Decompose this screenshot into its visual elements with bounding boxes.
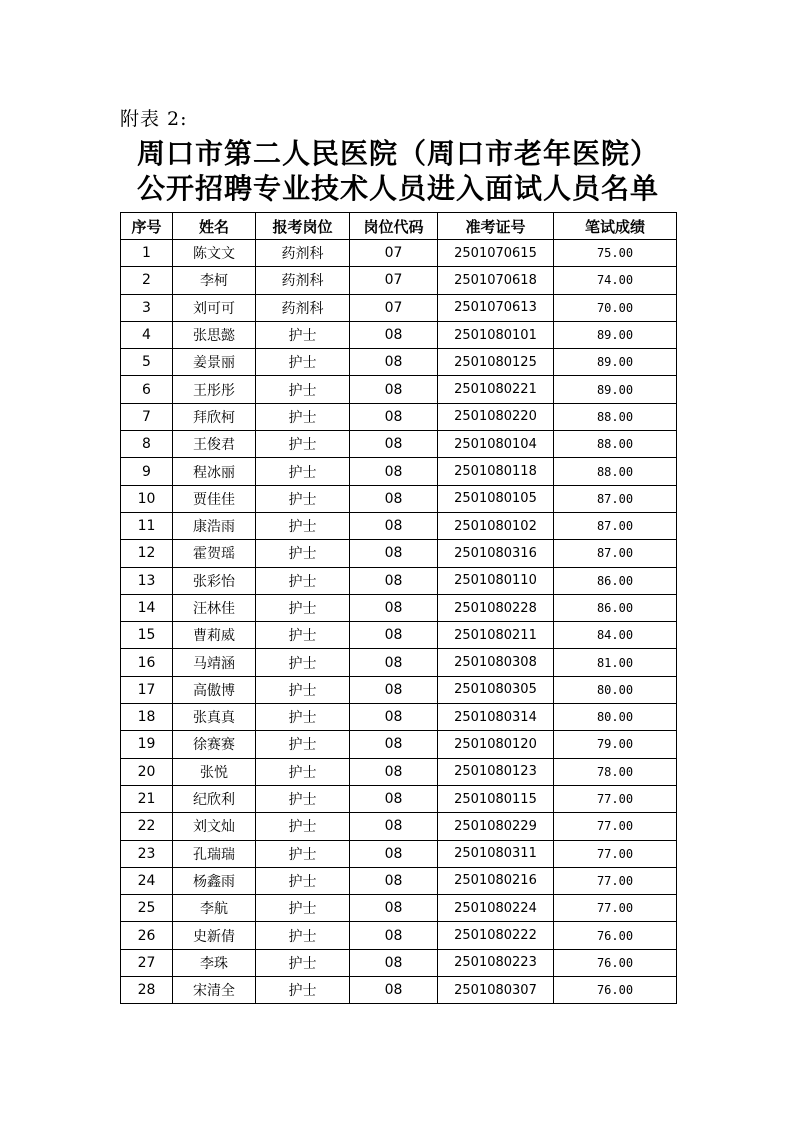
- written-score-cell: 80.00: [554, 704, 677, 731]
- table-row: [121, 704, 677, 731]
- position-cell: 护士: [256, 622, 350, 649]
- serial-number-cell: 28: [121, 977, 173, 1004]
- header-admission-ticket: 准考证号: [438, 213, 554, 240]
- position-code-cell: 08: [350, 813, 438, 840]
- written-score-cell: 89.00: [554, 376, 677, 403]
- name-cell: 张思懿: [173, 321, 256, 348]
- position-cell: 护士: [256, 704, 350, 731]
- admission-ticket-cell: 2501080101: [438, 321, 554, 348]
- table-row: [121, 458, 677, 485]
- admission-ticket-cell: 2501070613: [438, 294, 554, 321]
- position-cell: 护士: [256, 321, 350, 348]
- table-row: [121, 567, 677, 594]
- position-code-cell: 08: [350, 512, 438, 539]
- serial-number-cell: 22: [121, 813, 173, 840]
- header-position-code: 岗位代码: [350, 213, 438, 240]
- written-score-cell: 77.00: [554, 785, 677, 812]
- table-row: [121, 267, 677, 294]
- position-code-cell: 08: [350, 840, 438, 867]
- position-cell: 护士: [256, 895, 350, 922]
- written-score-cell: 87.00: [554, 540, 677, 567]
- name-cell: 刘可可: [173, 294, 256, 321]
- name-cell: 宋清全: [173, 977, 256, 1004]
- position-cell: 护士: [256, 458, 350, 485]
- document-title-line1: 周口市第二人民医院（周口市老年医院）: [136, 137, 659, 170]
- written-score-cell: 77.00: [554, 840, 677, 867]
- name-cell: 史新倩: [173, 922, 256, 949]
- written-score-cell: 74.00: [554, 267, 677, 294]
- serial-number-cell: 7: [121, 403, 173, 430]
- table-row: [121, 294, 677, 321]
- position-code-cell: 08: [350, 949, 438, 976]
- name-cell: 张真真: [173, 704, 256, 731]
- serial-number-cell: 13: [121, 567, 173, 594]
- admission-ticket-cell: 2501080222: [438, 922, 554, 949]
- written-score-cell: 78.00: [554, 758, 677, 785]
- serial-number-cell: 15: [121, 622, 173, 649]
- position-code-cell: 08: [350, 403, 438, 430]
- serial-number-cell: 5: [121, 349, 173, 376]
- name-cell: 拜欣柯: [173, 403, 256, 430]
- serial-number-cell: 9: [121, 458, 173, 485]
- attachment-label: 附表 2:: [120, 108, 188, 130]
- name-cell: 马靖涵: [173, 649, 256, 676]
- name-cell: 曹莉威: [173, 622, 256, 649]
- admission-ticket-cell: 2501080211: [438, 622, 554, 649]
- table-row: [121, 676, 677, 703]
- serial-number-cell: 19: [121, 731, 173, 758]
- admission-ticket-cell: 2501080120: [438, 731, 554, 758]
- name-cell: 纪欣利: [173, 785, 256, 812]
- position-code-cell: 07: [350, 267, 438, 294]
- table-row: [121, 240, 677, 267]
- position-code-cell: 08: [350, 731, 438, 758]
- position-cell: 护士: [256, 731, 350, 758]
- written-score-cell: 87.00: [554, 485, 677, 512]
- position-cell: 护士: [256, 867, 350, 894]
- written-score-cell: 76.00: [554, 922, 677, 949]
- position-cell: 护士: [256, 485, 350, 512]
- position-cell: 药剂科: [256, 294, 350, 321]
- position-cell: 护士: [256, 540, 350, 567]
- table-row: [121, 540, 677, 567]
- admission-ticket-cell: 2501080118: [438, 458, 554, 485]
- position-code-cell: 08: [350, 704, 438, 731]
- admission-ticket-cell: 2501080105: [438, 485, 554, 512]
- position-code-cell: 08: [350, 758, 438, 785]
- admission-ticket-cell: 2501080221: [438, 376, 554, 403]
- position-code-cell: 08: [350, 376, 438, 403]
- position-code-cell: 08: [350, 485, 438, 512]
- written-score-cell: 89.00: [554, 321, 677, 348]
- table-row: [121, 376, 677, 403]
- position-code-cell: 08: [350, 594, 438, 621]
- serial-number-cell: 14: [121, 594, 173, 621]
- written-score-cell: 86.00: [554, 567, 677, 594]
- name-cell: 高傲博: [173, 676, 256, 703]
- admission-ticket-cell: 2501080110: [438, 567, 554, 594]
- serial-number-cell: 17: [121, 676, 173, 703]
- position-cell: 护士: [256, 594, 350, 621]
- position-code-cell: 08: [350, 785, 438, 812]
- admission-ticket-cell: 2501080305: [438, 676, 554, 703]
- admission-ticket-cell: 2501070618: [438, 267, 554, 294]
- serial-number-cell: 21: [121, 785, 173, 812]
- position-code-cell: 08: [350, 349, 438, 376]
- position-cell: 护士: [256, 922, 350, 949]
- header-name: 姓名: [173, 213, 256, 240]
- position-code-cell: 08: [350, 895, 438, 922]
- admission-ticket-cell: 2501080115: [438, 785, 554, 812]
- admission-ticket-cell: 2501080228: [438, 594, 554, 621]
- written-score-cell: 76.00: [554, 977, 677, 1004]
- admission-ticket-cell: 2501070615: [438, 240, 554, 267]
- admission-ticket-cell: 2501080229: [438, 813, 554, 840]
- name-cell: 姜景丽: [173, 349, 256, 376]
- admission-ticket-cell: 2501080307: [438, 977, 554, 1004]
- admission-ticket-cell: 2501080123: [438, 758, 554, 785]
- table-body: [121, 240, 677, 1004]
- position-code-cell: 08: [350, 431, 438, 458]
- admission-ticket-cell: 2501080125: [438, 349, 554, 376]
- position-code-cell: 08: [350, 567, 438, 594]
- interview-candidates-table: [120, 212, 677, 1004]
- name-cell: 霍贺瑶: [173, 540, 256, 567]
- document-title-line2: 公开招聘专业技术人员进入面试人员名单: [136, 172, 659, 205]
- name-cell: 张悦: [173, 758, 256, 785]
- serial-number-cell: 11: [121, 512, 173, 539]
- table-row: [121, 512, 677, 539]
- table-row: [121, 922, 677, 949]
- header-position-applied: 报考岗位: [256, 213, 350, 240]
- written-score-cell: 84.00: [554, 622, 677, 649]
- name-cell: 孔瑞瑞: [173, 840, 256, 867]
- position-code-cell: 08: [350, 922, 438, 949]
- serial-number-cell: 18: [121, 704, 173, 731]
- serial-number-cell: 16: [121, 649, 173, 676]
- serial-number-cell: 8: [121, 431, 173, 458]
- table-row: [121, 840, 677, 867]
- position-cell: 护士: [256, 512, 350, 539]
- admission-ticket-cell: 2501080220: [438, 403, 554, 430]
- serial-number-cell: 1: [121, 240, 173, 267]
- written-score-cell: 89.00: [554, 349, 677, 376]
- admission-ticket-cell: 2501080311: [438, 840, 554, 867]
- serial-number-cell: 2: [121, 267, 173, 294]
- serial-number-cell: 20: [121, 758, 173, 785]
- table-row: [121, 895, 677, 922]
- serial-number-cell: 10: [121, 485, 173, 512]
- position-cell: 护士: [256, 649, 350, 676]
- written-score-cell: 87.00: [554, 512, 677, 539]
- position-cell: 护士: [256, 977, 350, 1004]
- serial-number-cell: 23: [121, 840, 173, 867]
- written-score-cell: 70.00: [554, 294, 677, 321]
- table-row: [121, 485, 677, 512]
- table-row: [121, 977, 677, 1004]
- position-code-cell: 08: [350, 676, 438, 703]
- position-code-cell: 08: [350, 622, 438, 649]
- written-score-cell: 88.00: [554, 458, 677, 485]
- header-serial-number: 序号: [121, 213, 173, 240]
- table-row: [121, 785, 677, 812]
- table-row: [121, 758, 677, 785]
- table-header-row: [121, 213, 677, 240]
- serial-number-cell: 26: [121, 922, 173, 949]
- admission-ticket-cell: 2501080224: [438, 895, 554, 922]
- serial-number-cell: 4: [121, 321, 173, 348]
- position-cell: 护士: [256, 431, 350, 458]
- table-row: [121, 594, 677, 621]
- name-cell: 徐赛赛: [173, 731, 256, 758]
- table-row: [121, 649, 677, 676]
- position-code-cell: 07: [350, 240, 438, 267]
- admission-ticket-cell: 2501080314: [438, 704, 554, 731]
- position-cell: 护士: [256, 567, 350, 594]
- written-score-cell: 77.00: [554, 813, 677, 840]
- admission-ticket-cell: 2501080308: [438, 649, 554, 676]
- name-cell: 李柯: [173, 267, 256, 294]
- position-code-cell: 08: [350, 321, 438, 348]
- admission-ticket-cell: 2501080316: [438, 540, 554, 567]
- serial-number-cell: 27: [121, 949, 173, 976]
- position-code-cell: 08: [350, 867, 438, 894]
- admission-ticket-cell: 2501080216: [438, 867, 554, 894]
- position-code-cell: 07: [350, 294, 438, 321]
- admission-ticket-cell: 2501080102: [438, 512, 554, 539]
- table-row: [121, 731, 677, 758]
- written-score-cell: 77.00: [554, 895, 677, 922]
- written-score-cell: 88.00: [554, 403, 677, 430]
- name-cell: 汪林佳: [173, 594, 256, 621]
- position-cell: 护士: [256, 840, 350, 867]
- table-row: [121, 321, 677, 348]
- serial-number-cell: 25: [121, 895, 173, 922]
- written-score-cell: 79.00: [554, 731, 677, 758]
- position-cell: 护士: [256, 403, 350, 430]
- table-row: [121, 949, 677, 976]
- position-cell: 药剂科: [256, 240, 350, 267]
- name-cell: 李航: [173, 895, 256, 922]
- written-score-cell: 75.00: [554, 240, 677, 267]
- position-code-cell: 08: [350, 458, 438, 485]
- table-row: [121, 813, 677, 840]
- position-code-cell: 08: [350, 649, 438, 676]
- position-code-cell: 08: [350, 540, 438, 567]
- name-cell: 李珠: [173, 949, 256, 976]
- written-score-cell: 88.00: [554, 431, 677, 458]
- table-row: [121, 403, 677, 430]
- name-cell: 陈文文: [173, 240, 256, 267]
- admission-ticket-cell: 2501080104: [438, 431, 554, 458]
- table-row: [121, 349, 677, 376]
- name-cell: 康浩雨: [173, 512, 256, 539]
- name-cell: 程冰丽: [173, 458, 256, 485]
- written-score-cell: 80.00: [554, 676, 677, 703]
- position-cell: 药剂科: [256, 267, 350, 294]
- name-cell: 王俊君: [173, 431, 256, 458]
- written-score-cell: 81.00: [554, 649, 677, 676]
- position-cell: 护士: [256, 949, 350, 976]
- serial-number-cell: 3: [121, 294, 173, 321]
- written-score-cell: 86.00: [554, 594, 677, 621]
- serial-number-cell: 24: [121, 867, 173, 894]
- table-row: [121, 622, 677, 649]
- table-row: [121, 431, 677, 458]
- name-cell: 刘文灿: [173, 813, 256, 840]
- name-cell: 贾佳佳: [173, 485, 256, 512]
- header-written-score: 笔试成绩: [554, 213, 677, 240]
- position-cell: 护士: [256, 758, 350, 785]
- position-cell: 护士: [256, 785, 350, 812]
- written-score-cell: 76.00: [554, 949, 677, 976]
- position-cell: 护士: [256, 676, 350, 703]
- position-cell: 护士: [256, 349, 350, 376]
- written-score-cell: 77.00: [554, 867, 677, 894]
- serial-number-cell: 6: [121, 376, 173, 403]
- serial-number-cell: 12: [121, 540, 173, 567]
- position-code-cell: 08: [350, 977, 438, 1004]
- table-row: [121, 867, 677, 894]
- position-cell: 护士: [256, 376, 350, 403]
- position-cell: 护士: [256, 813, 350, 840]
- name-cell: 王彤彤: [173, 376, 256, 403]
- admission-ticket-cell: 2501080223: [438, 949, 554, 976]
- name-cell: 杨鑫雨: [173, 867, 256, 894]
- name-cell: 张彩怡: [173, 567, 256, 594]
